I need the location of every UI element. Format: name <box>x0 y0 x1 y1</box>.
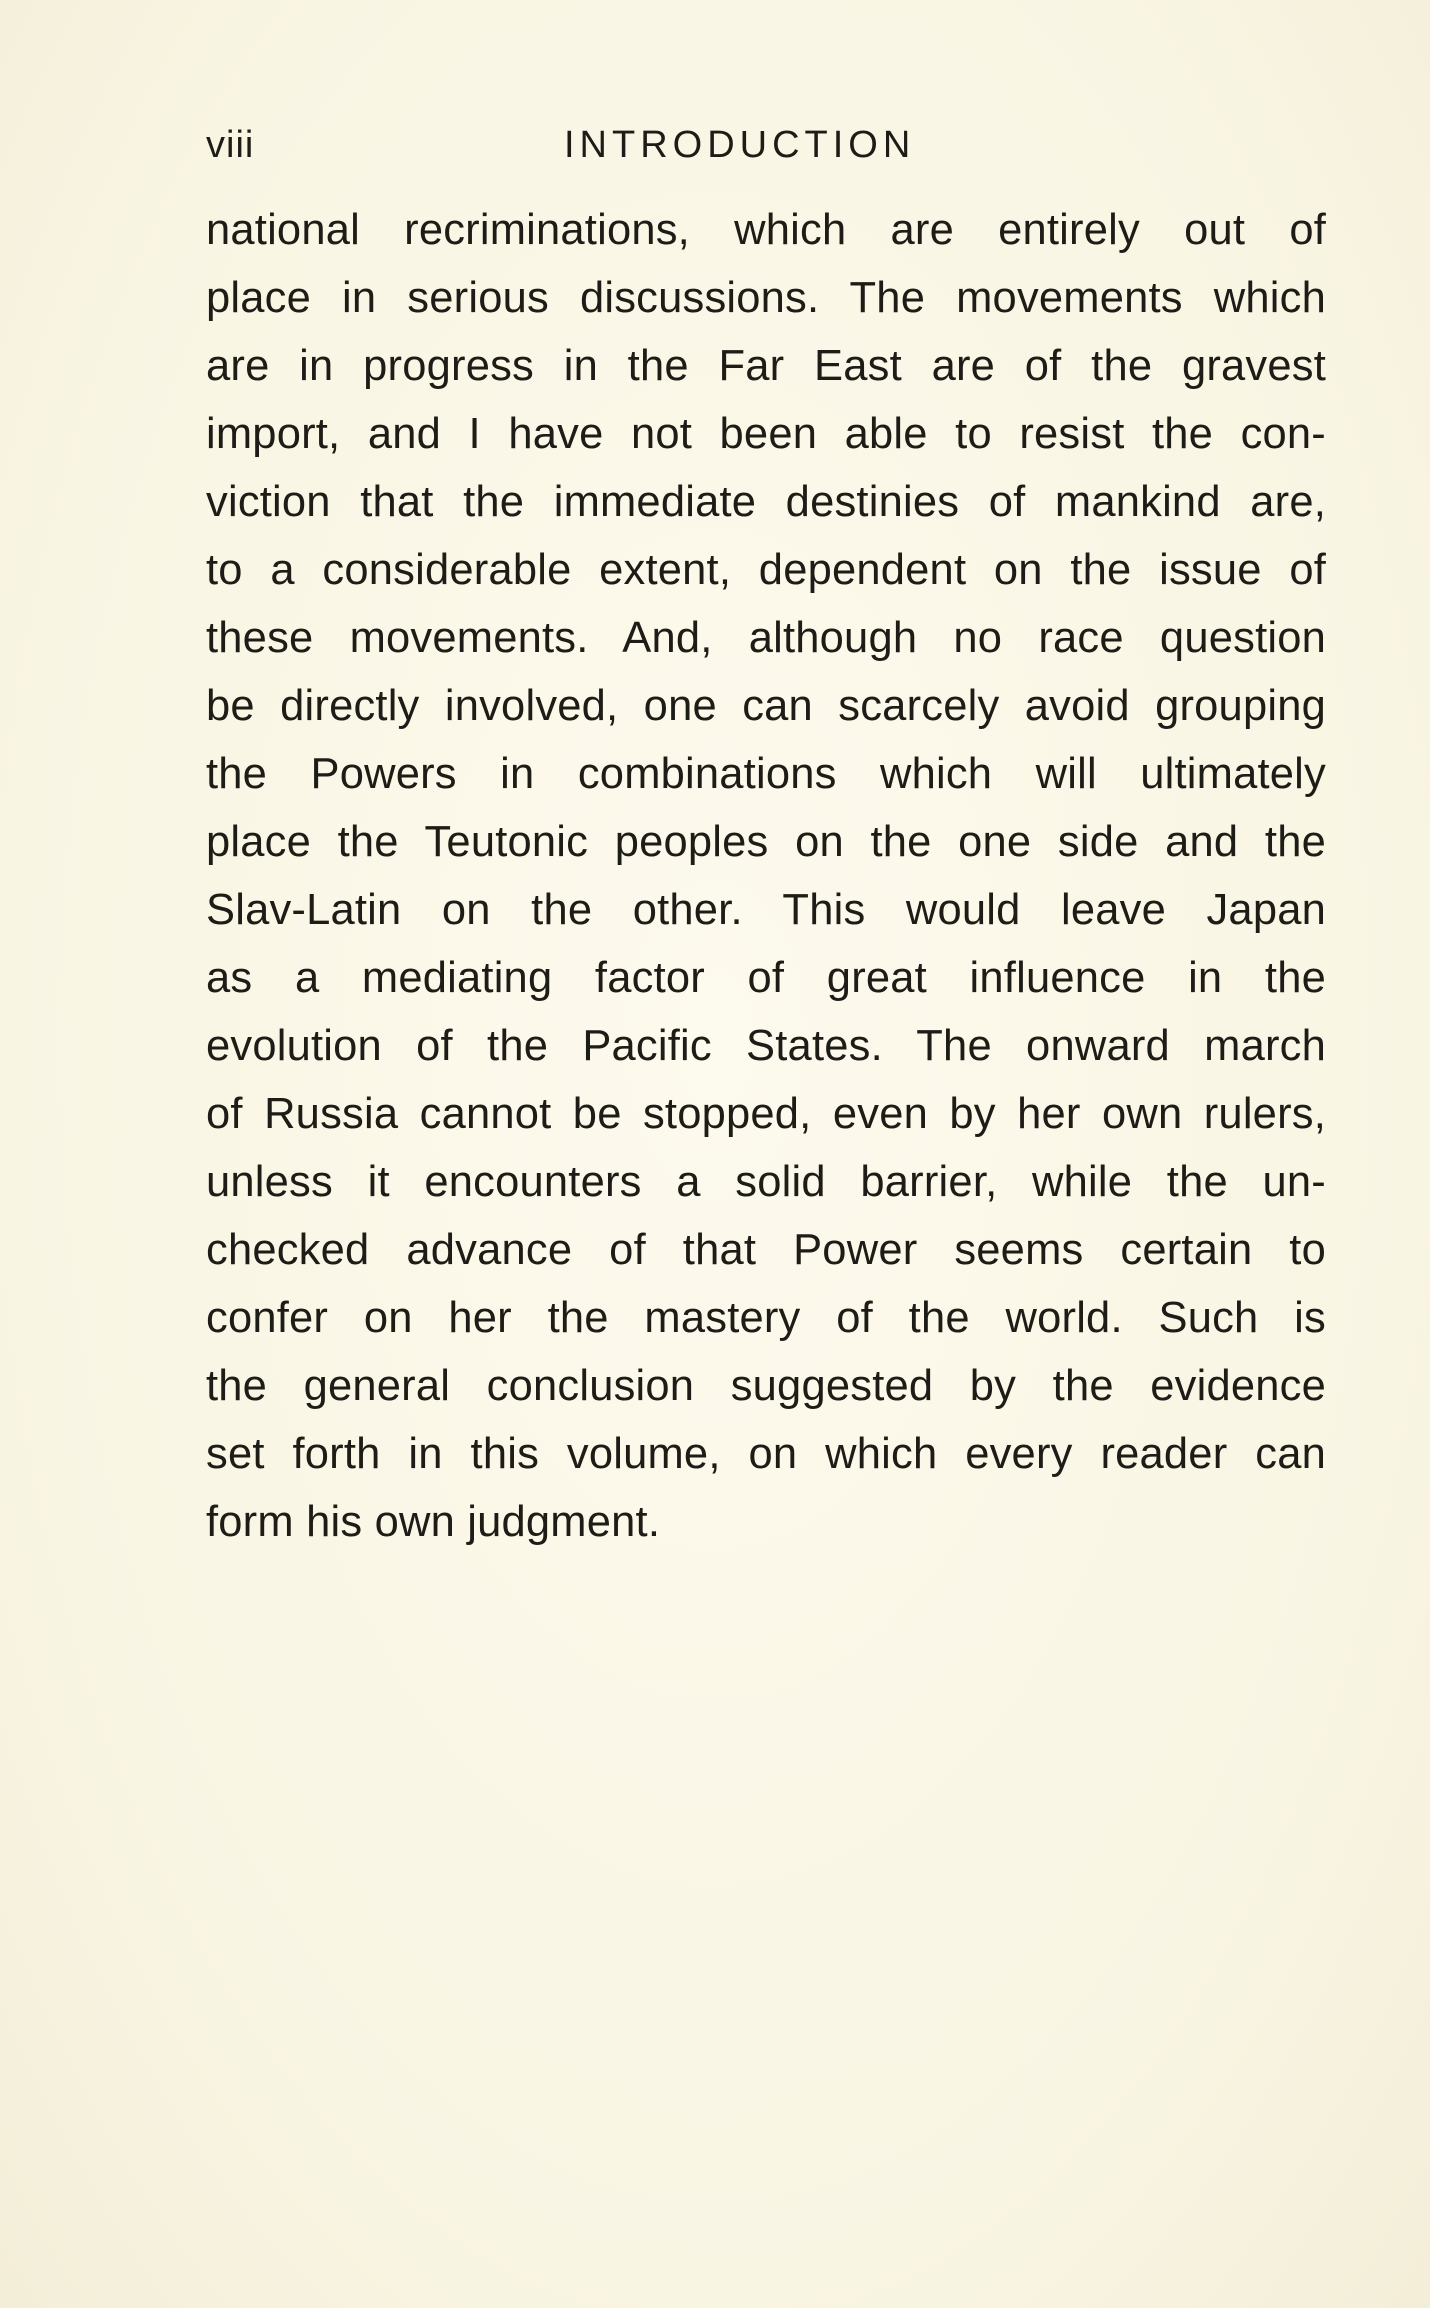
text-line: set forth in this volume, on which every reader can <box>206 1430 1326 1478</box>
text-line: import, and I have not been able to resist the con- <box>206 410 1326 458</box>
text-line: form his own judgment. <box>206 1498 661 1546</box>
text-line: Slav-Latin on the other. This would leave Japan <box>206 886 1326 934</box>
text-line: unless it encounters a solid barrier, while the un- <box>206 1158 1326 1206</box>
text-line: checked advance of that Power seems certain to <box>206 1226 1326 1274</box>
text-line: the general conclusion suggested by the evidence <box>206 1362 1326 1410</box>
text-line: national recriminations, which are entirely out of <box>206 206 1326 254</box>
text-line: evolution of the Pacific States. The onward march <box>206 1022 1326 1070</box>
text-line: the Powers in combinations which will ultimately <box>206 750 1326 798</box>
running-title: INTRODUCTION <box>564 124 916 166</box>
text-line: confer on her the mastery of the world. Such is <box>206 1294 1326 1342</box>
text-line: of Russia cannot be stopped, even by her own rulers, <box>206 1090 1326 1138</box>
text-line: are in progress in the Far East are of the gravest <box>206 342 1326 390</box>
text-line: to a considerable extent, dependent on the issue of <box>206 546 1326 594</box>
body-paragraph <box>206 196 1326 1556</box>
text-line: viction that the immediate destinies of mankind are, <box>206 478 1326 526</box>
text-line: place in serious discussions. The movements which <box>206 274 1326 322</box>
page-number: viii <box>206 124 255 166</box>
text-line: as a mediating factor of great influence in the <box>206 954 1326 1002</box>
running-head <box>206 118 1324 178</box>
text-line: be directly involved, one can scarcely avoid grouping <box>206 682 1326 730</box>
text-line: place the Teutonic peoples on the one side and the <box>206 818 1326 866</box>
text-line: these movements. And, although no race question <box>206 614 1326 662</box>
